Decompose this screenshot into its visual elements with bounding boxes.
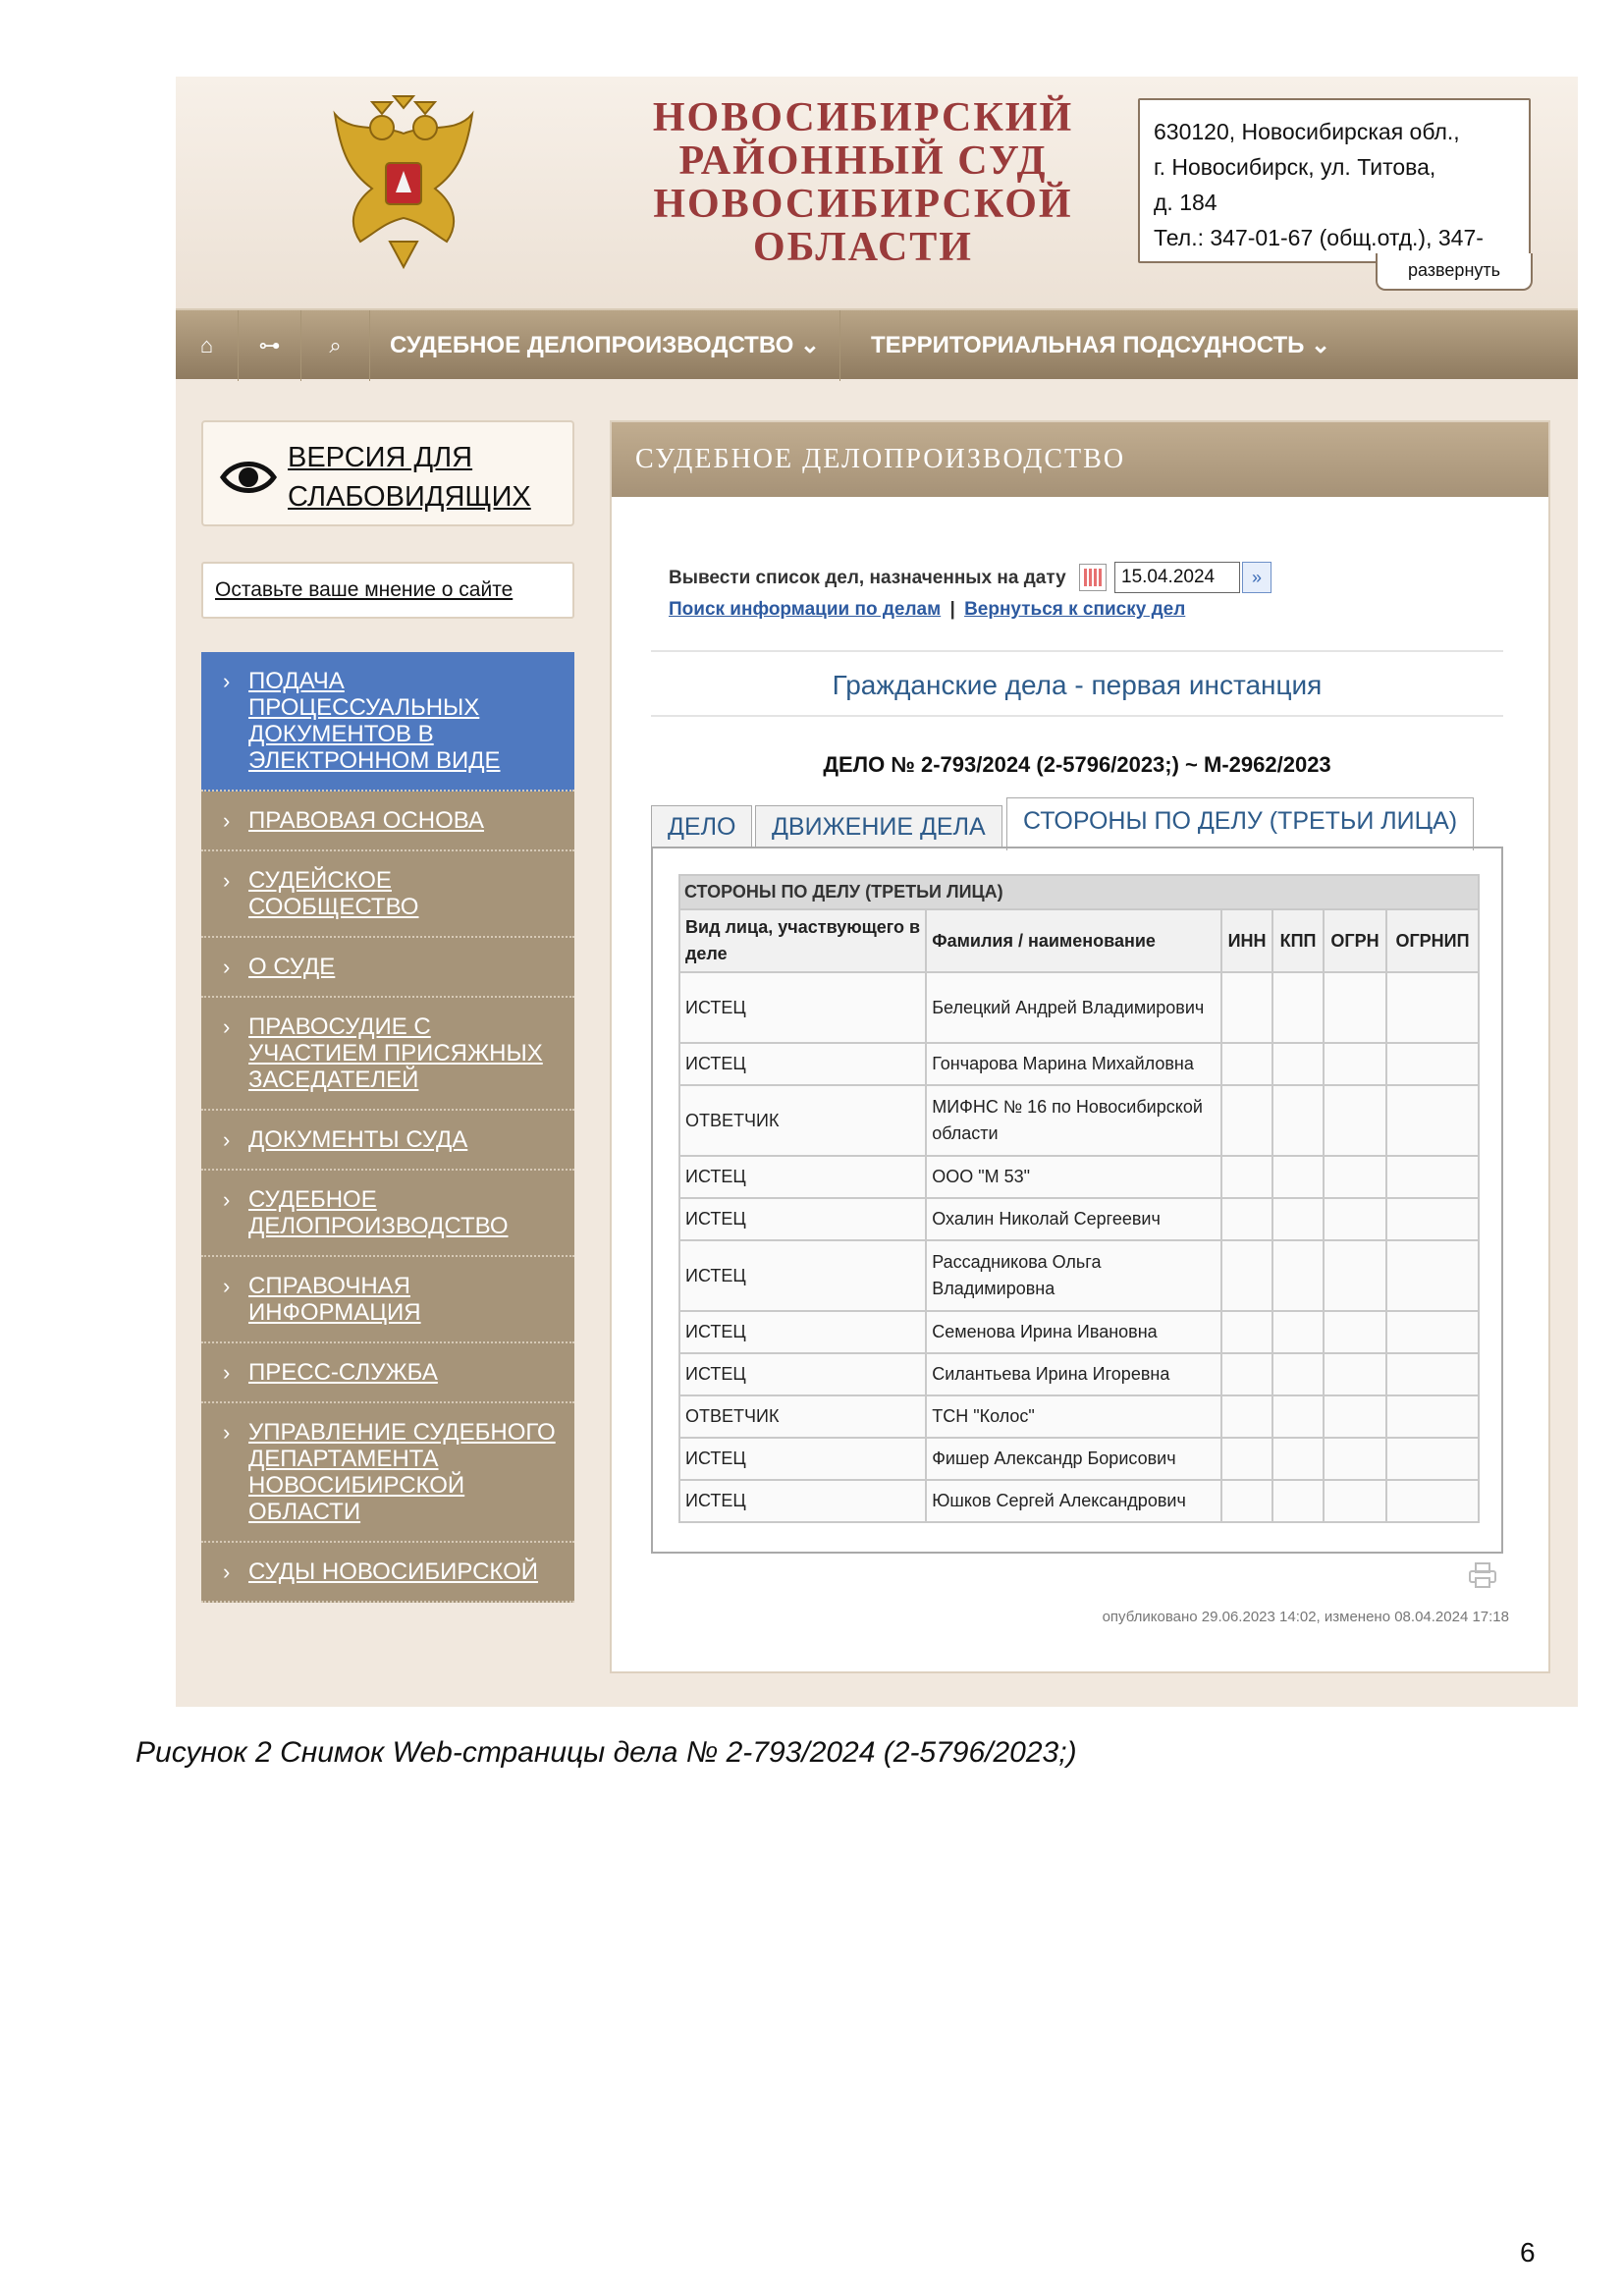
sidebar-item-label: СУДЕБНОЕ ДЕЛОПРОИЗВОДСТВО — [248, 1186, 509, 1239]
sidebar-item-label: СУДЫ НОВОСИБИРСКОЙ — [248, 1558, 539, 1585]
figure-caption: Рисунок 2 Снимок Web-страницы дела № 2-793/2024 (2-5796/2023;) — [135, 1736, 1077, 1769]
party-name: Силантьева Ирина Игоревна — [926, 1353, 1221, 1395]
calendar-icon[interactable] — [1079, 564, 1107, 591]
kpp-cell — [1272, 1480, 1324, 1522]
party-name: Фишер Александр Борисович — [926, 1438, 1221, 1480]
inn-cell — [1221, 1438, 1272, 1480]
case-links — [669, 599, 1185, 621]
court-website-screenshot — [176, 77, 1578, 1707]
ogrn-cell — [1324, 972, 1386, 1043]
ogrnip-cell — [1386, 1085, 1479, 1156]
site-header — [176, 77, 1578, 308]
party-name: Юшков Сергей Александрович — [926, 1480, 1221, 1522]
expand-address-button[interactable]: развернуть — [1376, 253, 1533, 291]
party-name: Семенова Ирина Ивановна — [926, 1311, 1221, 1353]
kpp-cell — [1272, 1353, 1324, 1395]
printer-icon[interactable] — [1468, 1561, 1497, 1589]
table-row — [679, 1156, 1479, 1198]
link-separator: | — [949, 599, 955, 620]
address-line: д. 184 — [1154, 190, 1217, 215]
kpp-cell — [1272, 1043, 1324, 1085]
ogrn-cell — [1324, 1156, 1386, 1198]
nav-item-territorial-jurisdiction[interactable]: ТЕРРИТОРИАЛЬНАЯ ПОДСУДНОСТЬ ⌄ — [871, 332, 1331, 358]
column-header: Фамилия / наименование — [926, 909, 1221, 972]
party-role: ИСТЕЦ — [679, 1311, 926, 1353]
address-line: 630120, Новосибирская обл., — [1154, 119, 1460, 144]
party-name: Белецкий Андрей Владимирович — [926, 972, 1221, 1043]
party-name: Охалин Николай Сергеевич — [926, 1198, 1221, 1240]
inn-cell — [1221, 1043, 1272, 1085]
court-title-line: ОБЛАСТИ — [753, 225, 973, 270]
chevron-right-icon: › — [223, 669, 231, 693]
divider — [651, 650, 1503, 652]
chevron-right-icon: › — [223, 808, 231, 833]
sidebar-item-judicial-community[interactable] — [201, 851, 574, 938]
back-to-list-link[interactable]: Вернуться к списку дел — [964, 599, 1186, 620]
inn-cell — [1221, 1085, 1272, 1156]
site-feedback-link[interactable]: Оставьте ваше мнение о сайте — [201, 562, 574, 619]
ogrnip-cell — [1386, 1395, 1479, 1438]
sidebar-item-about-court[interactable] — [201, 938, 574, 998]
ogrnip-cell — [1386, 1198, 1479, 1240]
inn-cell — [1221, 1198, 1272, 1240]
court-title-line: РАЙОННЫЙ СУД — [678, 138, 1048, 184]
inn-cell — [1221, 1240, 1272, 1311]
table-header-row — [679, 909, 1479, 972]
party-name: ТСН "Колос" — [926, 1395, 1221, 1438]
case-tabs — [651, 797, 1503, 847]
party-role: ИСТЕЦ — [679, 1198, 926, 1240]
ogrn-cell — [1324, 1480, 1386, 1522]
party-role: ОТВЕТЧИК — [679, 1395, 926, 1438]
sidebar-item-judicial-department[interactable] — [201, 1403, 574, 1543]
party-role: ИСТЕЦ — [679, 1480, 926, 1522]
column-header: КПП — [1272, 909, 1324, 972]
address-line: г. Новосибирск, ул. Титова, — [1154, 154, 1436, 180]
sidebar-item-label: ПРАВОВАЯ ОСНОВА — [248, 807, 484, 834]
coat-of-arms-icon — [321, 94, 486, 271]
kpp-cell — [1272, 1240, 1324, 1311]
court-title — [637, 96, 1089, 269]
ogrnip-cell — [1386, 1156, 1479, 1198]
ogrn-cell — [1324, 1043, 1386, 1085]
divider — [651, 715, 1503, 717]
kpp-cell — [1272, 1085, 1324, 1156]
court-title-line: НОВОСИБИРСКИЙ — [652, 95, 1074, 140]
sidebar-item-court-proceedings[interactable] — [201, 1171, 574, 1257]
chevron-right-icon: › — [223, 1187, 231, 1212]
table-row — [679, 1438, 1479, 1480]
sidebar-item-label: ПОДАЧА ПРОЦЕССУАЛЬНЫХ ДОКУМЕНТОВ В ЭЛЕКТРОННОМ ВИДЕ — [248, 668, 501, 774]
ogrn-cell — [1324, 1353, 1386, 1395]
party-name: МИФНС № 16 по Новосибирской области — [926, 1085, 1221, 1156]
kpp-cell — [1272, 972, 1324, 1043]
instance-title: Гражданские дела - первая инстанция — [832, 670, 1323, 700]
sidebar-item-label: О СУДЕ — [248, 954, 336, 980]
submit-date-button[interactable]: » — [1242, 562, 1271, 593]
sidebar-item-electronic-filing[interactable] — [201, 652, 574, 792]
home-icon[interactable]: ⌂ — [176, 310, 239, 381]
nav-item-court-proceedings[interactable]: СУДЕБНОЕ ДЕЛОПРОИЗВОДСТВО ⌄ — [370, 310, 840, 381]
table-row — [679, 1353, 1479, 1395]
party-role: ИСТЕЦ — [679, 1156, 926, 1198]
court-title-line: НОВОСИБИРСКОЙ — [653, 182, 1073, 227]
sidebar-item-label: ДОКУМЕНТЫ СУДА — [248, 1126, 468, 1153]
parties-table — [678, 874, 1480, 1523]
party-role: ИСТЕЦ — [679, 1353, 926, 1395]
party-role: ИСТЕЦ — [679, 972, 926, 1043]
ogrn-cell — [1324, 1311, 1386, 1353]
ogrn-cell — [1324, 1085, 1386, 1156]
chevron-right-icon: › — [223, 1420, 231, 1445]
chevron-right-icon: › — [223, 1360, 231, 1385]
publication-info: опубликовано 29.06.2023 14:02, изменено 08.04.2024 17:18 — [1102, 1609, 1509, 1625]
table-caption: СТОРОНЫ ПО ДЕЛУ (ТРЕТЬИ ЛИЦА) — [679, 875, 1479, 909]
ogrn-cell — [1324, 1395, 1386, 1438]
chevron-right-icon: › — [223, 1559, 231, 1584]
ogrnip-cell — [1386, 1438, 1479, 1480]
table-row — [679, 972, 1479, 1043]
inn-cell — [1221, 1156, 1272, 1198]
inn-cell — [1221, 1480, 1272, 1522]
ogrnip-cell — [1386, 1311, 1479, 1353]
eye-icon — [219, 448, 278, 507]
sitemap-icon[interactable]: ⊶ — [239, 310, 301, 381]
table-caption-row — [679, 875, 1479, 909]
date-filter-label: Вывести список дел, назначенных на дату — [669, 568, 1066, 588]
chevron-right-icon: › — [223, 868, 231, 893]
ogrnip-cell — [1386, 1480, 1479, 1522]
chevron-right-icon: › — [223, 1274, 231, 1298]
party-name: Рассадникова Ольга Владимировна — [926, 1240, 1221, 1311]
inn-cell — [1221, 1311, 1272, 1353]
low-vision-label: ВЕРСИЯ ДЛЯ СЛАБОВИДЯЩИХ — [288, 442, 531, 513]
sidebar-item-legal-basis[interactable] — [201, 792, 574, 851]
chevron-right-icon: › — [223, 955, 231, 979]
sidebar-item-regional-courts[interactable] — [201, 1543, 574, 1603]
tab-content — [651, 847, 1503, 1554]
date-field[interactable]: 15.04.2024 — [1114, 562, 1240, 593]
sidebar-item-label: СПРАВОЧНАЯ ИНФОРМАЦИЯ — [248, 1273, 421, 1326]
ogrnip-cell — [1386, 1240, 1479, 1311]
ogrn-cell — [1324, 1240, 1386, 1311]
panel-heading: СУДЕБНОЕ ДЕЛОПРОИЗВОДСТВО — [612, 422, 1548, 497]
kpp-cell — [1272, 1311, 1324, 1353]
column-header: Вид лица, участвующего в деле — [679, 909, 926, 972]
table-row — [679, 1480, 1479, 1522]
address-line: Тел.: 347-01-67 (общ.отд.), 347- — [1154, 225, 1484, 250]
ogrnip-cell — [1386, 1043, 1479, 1085]
sidebar-item-press-service[interactable] — [201, 1343, 574, 1403]
main-panel — [610, 420, 1550, 1673]
inn-cell — [1221, 1395, 1272, 1438]
party-name: ООО "М 53" — [926, 1156, 1221, 1198]
inn-cell — [1221, 972, 1272, 1043]
chevron-right-icon: › — [223, 1127, 231, 1152]
table-row — [679, 1240, 1479, 1311]
column-header: ОГРНИП — [1386, 909, 1479, 972]
ogrnip-cell — [1386, 1353, 1479, 1395]
address-box — [1138, 98, 1531, 263]
table-row — [679, 1198, 1479, 1240]
table-row — [679, 1311, 1479, 1353]
ogrn-cell — [1324, 1438, 1386, 1480]
column-header: ИНН — [1221, 909, 1272, 972]
party-role: ОТВЕТЧИК — [679, 1085, 926, 1156]
tab-case[interactable]: ДЕЛО — [651, 805, 752, 848]
low-vision-version-button[interactable] — [201, 420, 574, 526]
tab-parties[interactable]: СТОРОНЫ ПО ДЕЛУ (ТРЕТЬИ ЛИЦА) — [1006, 797, 1474, 850]
chevron-right-icon: › — [223, 1014, 231, 1039]
kpp-cell — [1272, 1198, 1324, 1240]
case-number: ДЕЛО № 2-793/2024 (2-5796/2023;) ~ М-2962/2023 — [823, 752, 1331, 777]
ogrn-cell — [1324, 1198, 1386, 1240]
sidebar-item-court-documents[interactable] — [201, 1111, 574, 1171]
party-role: ИСТЕЦ — [679, 1043, 926, 1085]
sidebar-item-label: УПРАВЛЕНИЕ СУДЕБНОГО ДЕПАРТАМЕНТА НОВОСИБИРСКОЙ ОБЛАСТИ — [248, 1419, 556, 1525]
search-cases-link[interactable]: Поиск информации по делам — [669, 599, 942, 620]
search-icon[interactable]: ⌕ — [301, 310, 370, 381]
party-name: Гончарова Марина Михайловна — [926, 1043, 1221, 1085]
table-row — [679, 1043, 1479, 1085]
sidebar-menu — [201, 652, 574, 1603]
sidebar-item-label: ПРЕСС-СЛУЖБА — [248, 1359, 438, 1386]
sidebar-item-jury-trial[interactable] — [201, 998, 574, 1111]
column-header: ОГРН — [1324, 909, 1386, 972]
kpp-cell — [1272, 1395, 1324, 1438]
sidebar-item-reference-info[interactable] — [201, 1257, 574, 1343]
table-row — [679, 1395, 1479, 1438]
kpp-cell — [1272, 1156, 1324, 1198]
kpp-cell — [1272, 1438, 1324, 1480]
sidebar-item-label: ПРАВОСУДИЕ С УЧАСТИЕМ ПРИСЯЖНЫХ ЗАСЕДАТЕЛЕЙ — [248, 1013, 543, 1093]
inn-cell — [1221, 1353, 1272, 1395]
sidebar-item-label: СУДЕЙСКОЕ СООБЩЕСТВО — [248, 867, 419, 920]
party-role: ИСТЕЦ — [679, 1438, 926, 1480]
table-row — [679, 1085, 1479, 1156]
page-number: 6 — [1520, 2237, 1536, 2268]
tab-case-movement[interactable]: ДВИЖЕНИЕ ДЕЛА — [755, 805, 1002, 848]
ogrnip-cell — [1386, 972, 1479, 1043]
party-role: ИСТЕЦ — [679, 1240, 926, 1311]
main-navbar — [176, 308, 1578, 379]
